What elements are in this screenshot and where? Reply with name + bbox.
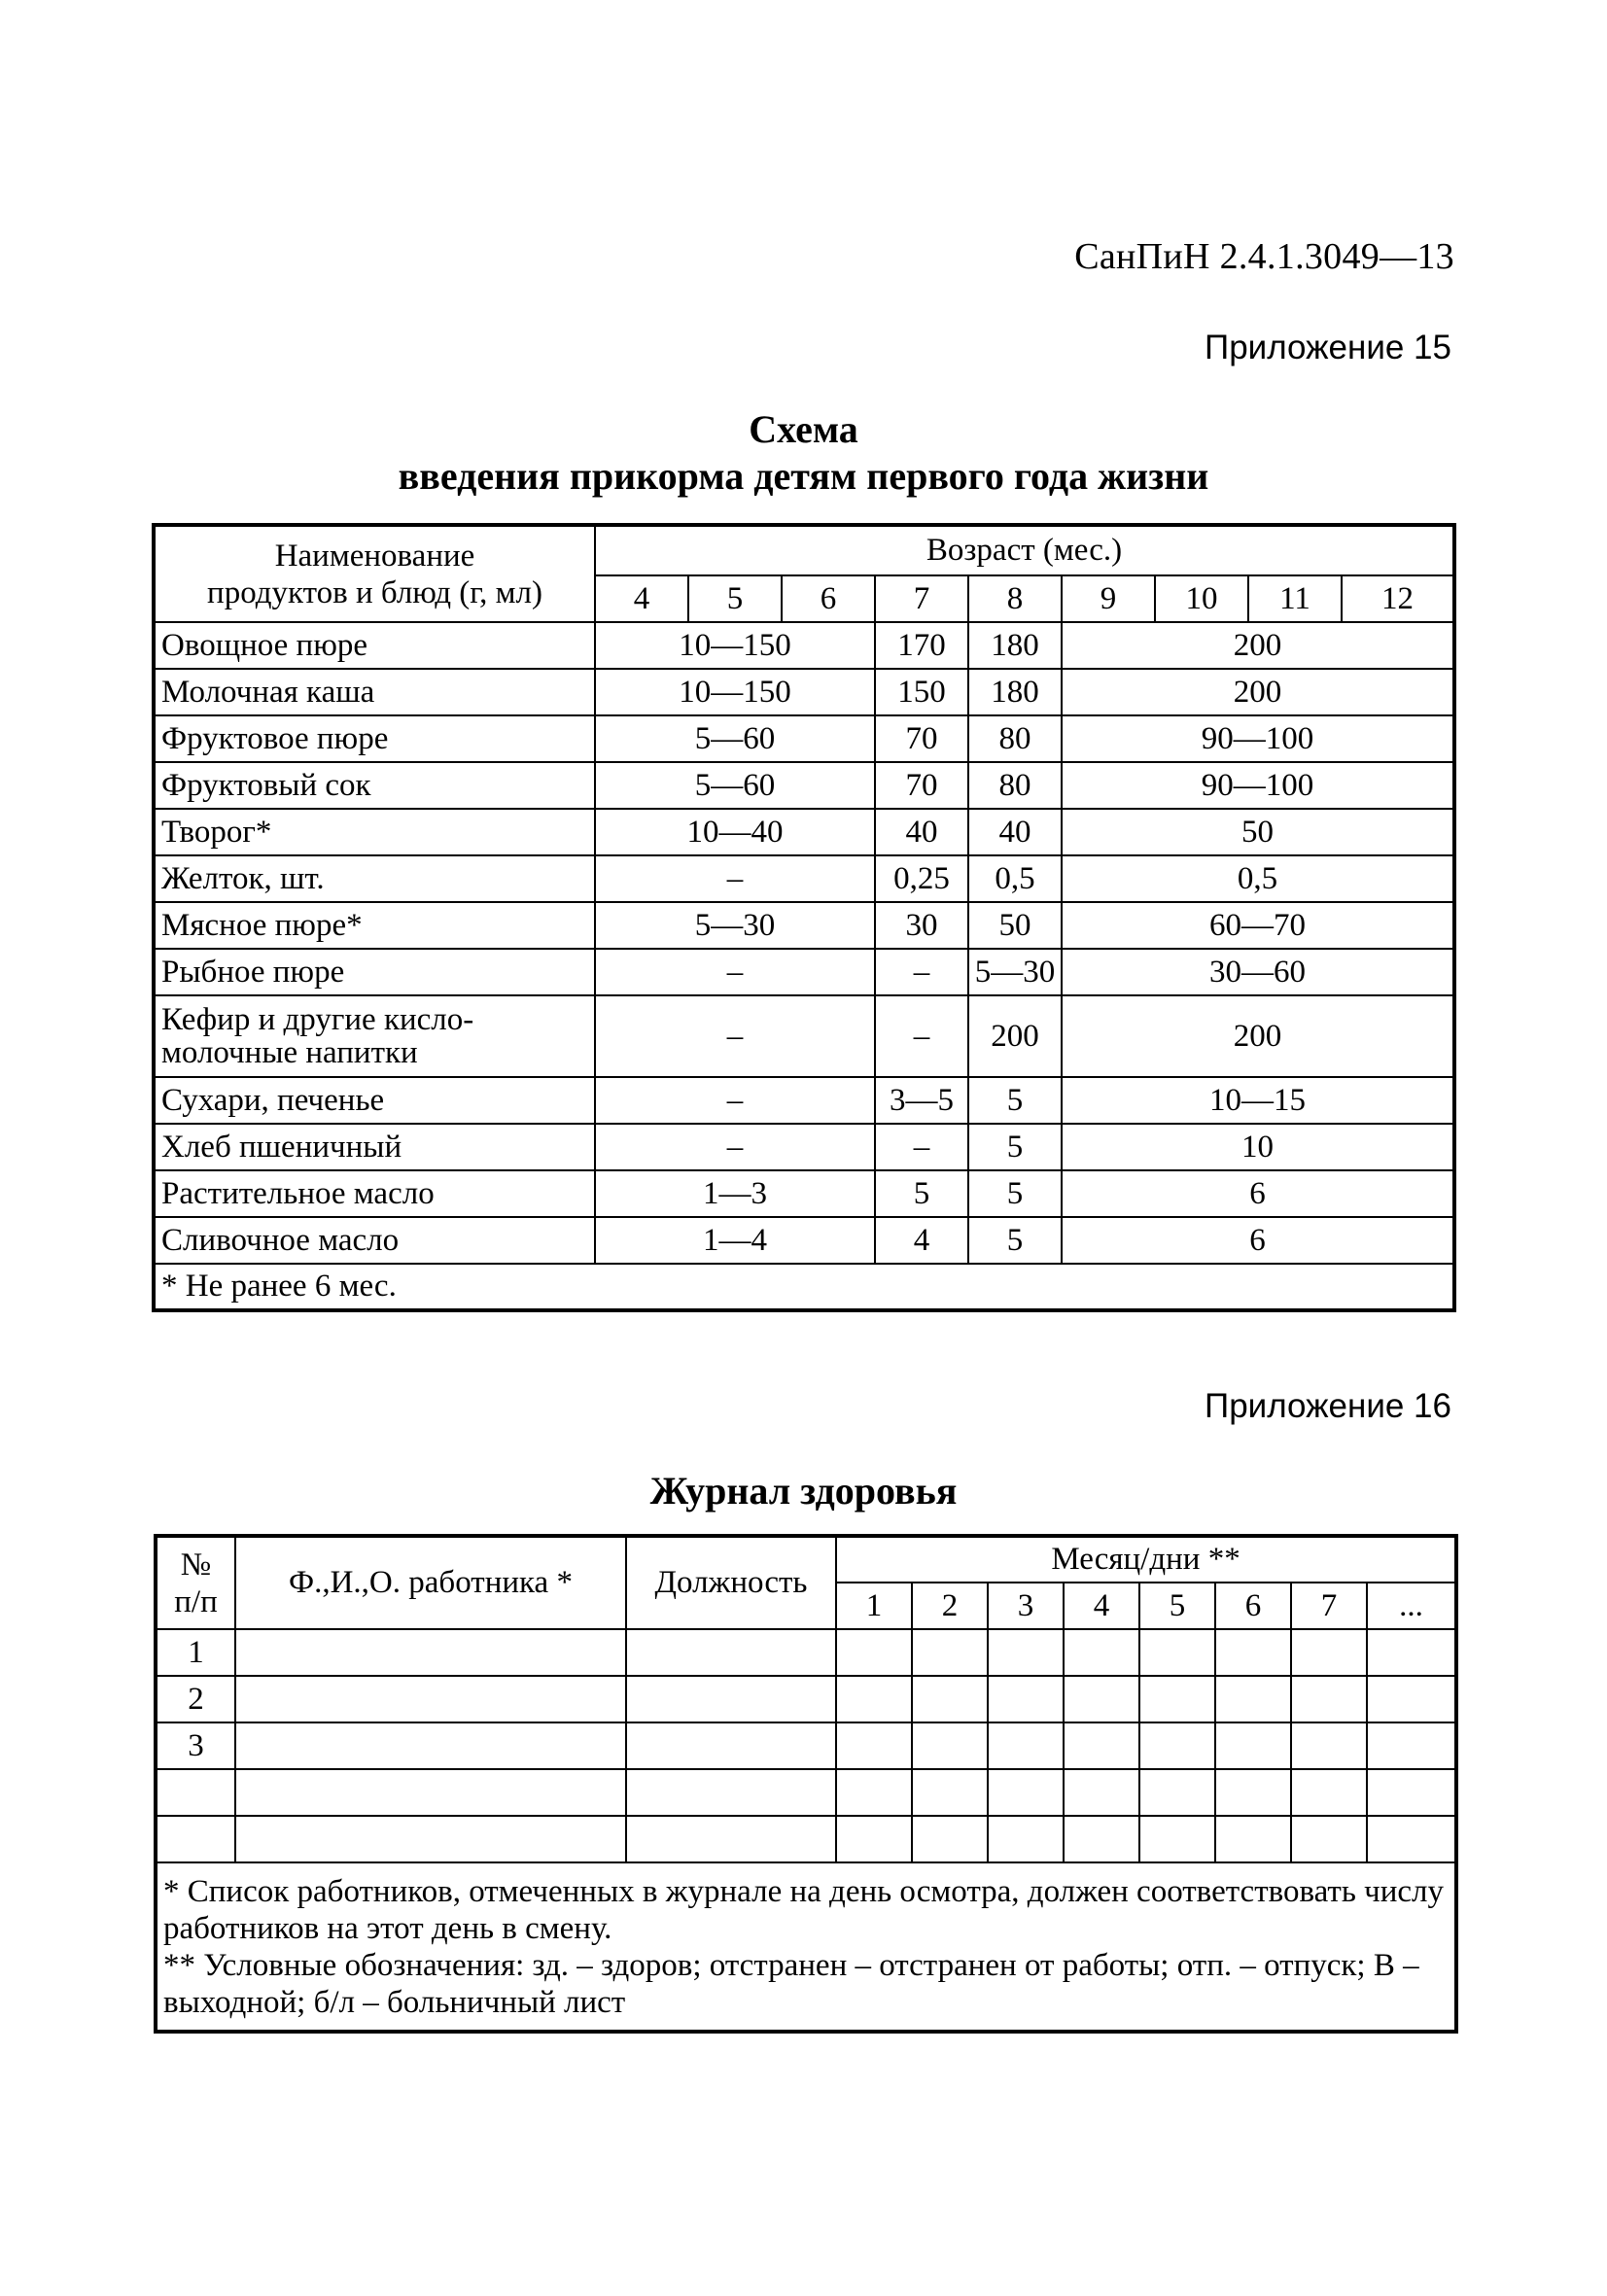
value-8: 80 [968,715,1062,762]
value-8: 180 [968,669,1062,715]
value-9-12: 90—100 [1062,715,1454,762]
day-cell [1291,1816,1367,1862]
day-cell [912,1629,988,1676]
product-name: Кефир и другие кисло-молочные напитки [154,995,595,1077]
name-header-line-1: Наименование [274,538,475,574]
day-cell [1139,1629,1215,1676]
health-footnote-2: ** Условные обозначения: зд. – здоров; отстранен – отстранен от работы; отп. – отпуск; В – выходной; б/л – больничный лист [163,1947,1419,2020]
day-3: 3 [988,1583,1064,1629]
value-4-6: 1—4 [595,1217,875,1264]
value-7: 170 [875,622,968,669]
value-4-6: 10—40 [595,809,875,855]
value-8: 180 [968,622,1062,669]
product-name: Молочная каша [154,669,595,715]
value-4-6: – [595,1124,875,1170]
value-7: 70 [875,762,968,809]
value-9-12: 30—60 [1062,949,1454,995]
col-fio-header: Ф.,И.,О. работника * [235,1536,626,1629]
position-cell [626,1676,836,1722]
value-9-12: 6 [1062,1170,1454,1217]
day-cell [836,1769,912,1816]
value-9-12: 200 [1062,995,1454,1077]
day-cell [988,1629,1064,1676]
product-name: Сухари, печенье [154,1077,595,1124]
day-cell [988,1816,1064,1862]
value-7: 40 [875,809,968,855]
value-4-6: – [595,1077,875,1124]
product-name: Растительное масло [154,1170,595,1217]
product-name: Овощное пюре [154,622,595,669]
day-4: 4 [1064,1583,1139,1629]
row-number [156,1769,235,1816]
day-cell [1064,1816,1139,1862]
day-cell [1367,1676,1456,1722]
position-cell [626,1629,836,1676]
value-4-6: 10—150 [595,669,875,715]
month-6: 6 [782,575,875,622]
month-5: 5 [688,575,782,622]
document-code: СанПиН 2.4.1.3049—13 [1074,236,1454,277]
day-6: 6 [1215,1583,1291,1629]
value-9-12: 200 [1062,622,1454,669]
value-7: – [875,995,968,1077]
day-cell [1139,1676,1215,1722]
day-cell [836,1629,912,1676]
day-cell [1367,1722,1456,1769]
day-cell [1215,1676,1291,1722]
value-8: 5 [968,1170,1062,1217]
value-4-6: – [595,855,875,902]
product-name: Мясное пюре* [154,902,595,949]
day-cell [1215,1816,1291,1862]
product-name: Хлеб пшеничный [154,1124,595,1170]
value-8: 40 [968,809,1062,855]
day-cell [1139,1769,1215,1816]
month-8: 8 [968,575,1062,622]
value-9-12: 200 [1062,669,1454,715]
month-11: 11 [1248,575,1342,622]
day-cell [1367,1629,1456,1676]
col-number-header [156,1536,235,1629]
day-cell [912,1816,988,1862]
value-8: 200 [968,995,1062,1077]
value-4-6: 1—3 [595,1170,875,1217]
value-9-12: 0,5 [1062,855,1454,902]
fio-cell [235,1676,626,1722]
month-7: 7 [875,575,968,622]
value-8: 5 [968,1077,1062,1124]
day-cell [1139,1816,1215,1862]
day-cell [1291,1722,1367,1769]
day-cell [1291,1769,1367,1816]
value-7: 30 [875,902,968,949]
month-4: 4 [595,575,688,622]
position-cell [626,1816,836,1862]
col-month-header: Месяц/дни ** [836,1536,1456,1583]
value-8: 5—30 [968,949,1062,995]
position-cell [626,1722,836,1769]
value-7: 150 [875,669,968,715]
value-7: – [875,1124,968,1170]
name-header [154,525,595,622]
day-cell [1367,1769,1456,1816]
day-more: ... [1367,1583,1456,1629]
day-cell [1291,1629,1367,1676]
value-7: 5 [875,1170,968,1217]
health-footnote-1: * Список работников, отмеченных в журнале на день осмотра, должен соответствовать числу работников на этот день в смену. [163,1873,1445,1946]
month-9: 9 [1062,575,1155,622]
month-12: 12 [1342,575,1454,622]
day-cell [912,1769,988,1816]
title-line-1: Схема [749,407,858,451]
fio-cell [235,1629,626,1676]
day-cell [988,1722,1064,1769]
day-cell [1064,1769,1139,1816]
fio-cell [235,1722,626,1769]
product-name: Сливочное масло [154,1217,595,1264]
position-cell [626,1769,836,1816]
day-cell [836,1816,912,1862]
product-name: Фруктовое пюре [154,715,595,762]
value-4-6: 5—30 [595,902,875,949]
value-9-12: 50 [1062,809,1454,855]
value-9-12: 6 [1062,1217,1454,1264]
appendix-15-label: Приложение 15 [1205,329,1451,366]
col-number-line-1: № [180,1547,212,1583]
value-7: 0,25 [875,855,968,902]
col-number-line-2: п/п [174,1583,218,1619]
value-7: 4 [875,1217,968,1264]
value-4-6: 5—60 [595,762,875,809]
value-7: – [875,949,968,995]
col-position-header: Должность [626,1536,836,1629]
row-number: 1 [156,1629,235,1676]
value-8: 50 [968,902,1062,949]
feeding-scheme-table [152,523,1456,1312]
title-line-2: введения прикорма детям первого года жизни [398,454,1209,498]
product-name: Фруктовый сок [154,762,595,809]
day-cell [1367,1816,1456,1862]
day-5: 5 [1139,1583,1215,1629]
value-4-6: – [595,949,875,995]
value-7: 70 [875,715,968,762]
day-cell [912,1722,988,1769]
row-number: 2 [156,1676,235,1722]
day-cell [1064,1676,1139,1722]
month-10: 10 [1155,575,1248,622]
value-4-6: 10—150 [595,622,875,669]
fio-cell [235,1769,626,1816]
value-7: 3—5 [875,1077,968,1124]
day-cell [1215,1722,1291,1769]
product-name: Рыбное пюре [154,949,595,995]
value-8: 5 [968,1217,1062,1264]
day-cell [1139,1722,1215,1769]
name-header-line-2: продуктов и блюд (г, мл) [207,574,542,610]
value-4-6: – [595,995,875,1077]
value-9-12: 60—70 [1062,902,1454,949]
day-1: 1 [836,1583,912,1629]
health-footnotes [156,1862,1456,2032]
health-journal-title: Журнал здоровья [649,1469,958,1513]
age-header: Возраст (мес.) [595,525,1454,575]
product-name: Творог* [154,809,595,855]
fio-cell [235,1816,626,1862]
row-number: 3 [156,1722,235,1769]
day-cell [836,1722,912,1769]
day-cell [1215,1629,1291,1676]
product-name: Желток, шт. [154,855,595,902]
value-8: 5 [968,1124,1062,1170]
day-cell [1064,1722,1139,1769]
day-2: 2 [912,1583,988,1629]
row-number [156,1816,235,1862]
value-8: 0,5 [968,855,1062,902]
health-journal-table [154,1534,1458,2034]
day-cell [1215,1769,1291,1816]
value-9-12: 10 [1062,1124,1454,1170]
value-9-12: 10—15 [1062,1077,1454,1124]
value-8: 80 [968,762,1062,809]
feeding-footnote: * Не ранее 6 мес. [154,1264,1454,1310]
value-9-12: 90—100 [1062,762,1454,809]
day-cell [988,1676,1064,1722]
day-cell [988,1769,1064,1816]
feeding-scheme-title [0,406,1607,500]
day-cell [1064,1629,1139,1676]
day-cell [912,1676,988,1722]
value-4-6: 5—60 [595,715,875,762]
day-7: 7 [1291,1583,1367,1629]
day-cell [1291,1676,1367,1722]
day-cell [836,1676,912,1722]
appendix-16-label: Приложение 16 [1205,1387,1451,1425]
